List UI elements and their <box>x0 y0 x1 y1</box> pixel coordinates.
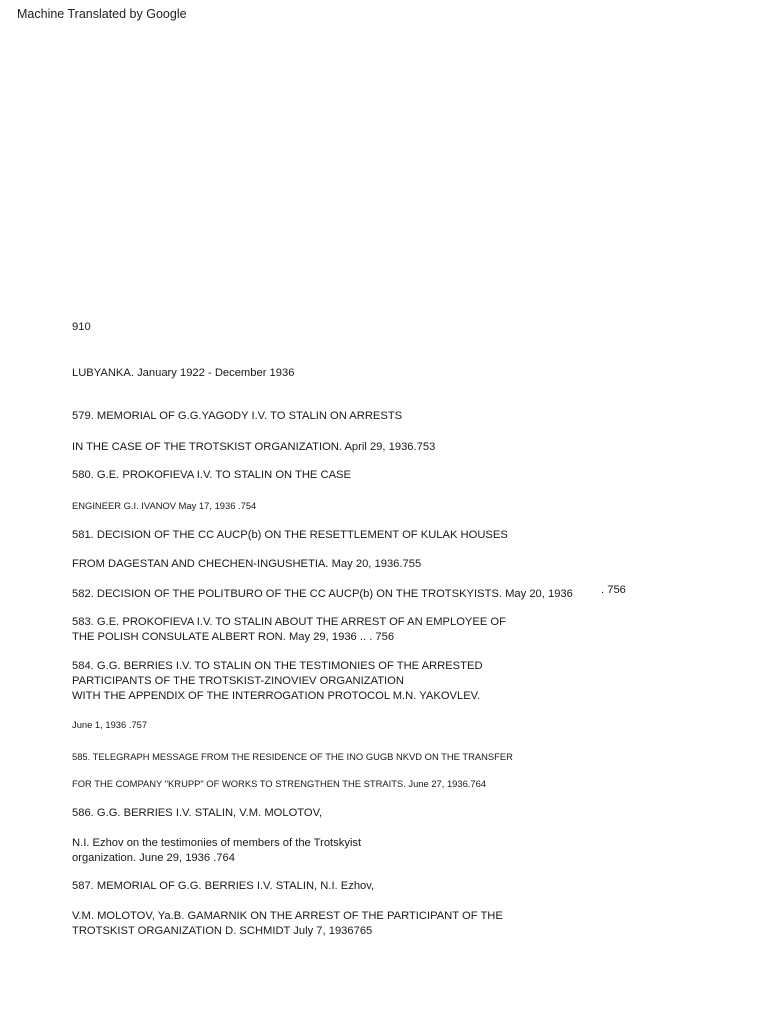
toc-entry-586-line-1: N.I. Ezhov on the testimonies of members of the Trotskyist <box>72 837 362 849</box>
toc-entry-585-detail: FOR THE COMPANY "KRUPP" OF WORKS TO STRENGTHEN THE STRAITS. June 27, 1936.764 <box>72 778 487 789</box>
toc-entry-579-title: 579. MEMORIAL OF G.G.YAGODY I.V. TO STALIN ON ARRESTS <box>72 410 403 422</box>
toc-entry-584 <box>72 659 483 704</box>
toc-entry-582-title: 582. DECISION OF THE POLITBURO OF THE CC AUCP(b) ON THE TROTSKYISTS. May 20, 1936 <box>72 588 573 600</box>
toc-entry-584-line-3: WITH THE APPENDIX OF THE INTERROGATION PROTOCOL M.N. YAKOVLEV. <box>72 690 481 702</box>
toc-entry-587-detail <box>72 909 503 939</box>
toc-entry-579-detail: IN THE CASE OF THE TROTSKIST ORGANIZATION. April 29, 1936.753 <box>72 441 436 453</box>
toc-entry-583-line-1: 583. G.E. PROKOFIEVA I.V. TO STALIN ABOUT THE ARREST OF AN EMPLOYEE OF <box>72 616 506 628</box>
toc-entry-587-title: 587. MEMORIAL OF G.G. BERRIES I.V. STALIN, N.I. Ezhov, <box>72 880 375 892</box>
toc-entry-587-line-1: V.M. MOLOTOV, Ya.B. GAMARNIK ON THE ARREST OF THE PARTICIPANT OF THE <box>72 910 503 922</box>
toc-entry-583 <box>72 615 506 645</box>
toc-entry-584-date: June 1, 1936 .757 <box>72 719 148 730</box>
toc-entry-583-line-2: THE POLISH CONSULATE ALBERT RON. May 29, 1936 .. . 756 <box>72 631 395 643</box>
toc-entry-581-detail: FROM DAGESTAN AND CHECHEN-INGUSHETIA. May 20, 1936.755 <box>72 558 422 570</box>
toc-entry-586-title: 586. G.G. BERRIES I.V. STALIN, V.M. MOLOTOV, <box>72 807 323 819</box>
toc-entry-585-title: 585. TELEGRAPH MESSAGE FROM THE RESIDENCE OF THE INO GUGB NKVD ON THE TRANSFER <box>72 751 513 762</box>
page-number: 910 <box>72 321 91 333</box>
toc-entry-581-title: 581. DECISION OF THE CC AUCP(b) ON THE RESETTLEMENT OF KULAK HOUSES <box>72 529 508 541</box>
toc-entry-584-line-1: 584. G.G. BERRIES I.V. TO STALIN ON THE TESTIMONIES OF THE ARRESTED <box>72 660 483 672</box>
toc-entry-586-line-2: organization. June 29, 1936 .764 <box>72 852 235 864</box>
toc-entry-584-line-2: PARTICIPANTS OF THE TROTSKIST-ZINOVIEV ORGANIZATION <box>72 675 404 687</box>
toc-entry-587-line-2: TROTSKIST ORGANIZATION D. SCHMIDT July 7, 1936765 <box>72 925 373 937</box>
toc-entry-582-page: . 756 <box>601 584 626 596</box>
section-title: LUBYANKA. January 1922 - December 1936 <box>72 367 295 379</box>
toc-entry-586-detail <box>72 836 361 866</box>
toc-entry-580-detail: ENGINEER G.I. IVANOV May 17, 1936 .754 <box>72 500 257 511</box>
machine-translated-banner: Machine Translated by Google <box>17 7 187 21</box>
toc-entry-580-title: 580. G.E. PROKOFIEVA I.V. TO STALIN ON THE CASE <box>72 469 351 481</box>
